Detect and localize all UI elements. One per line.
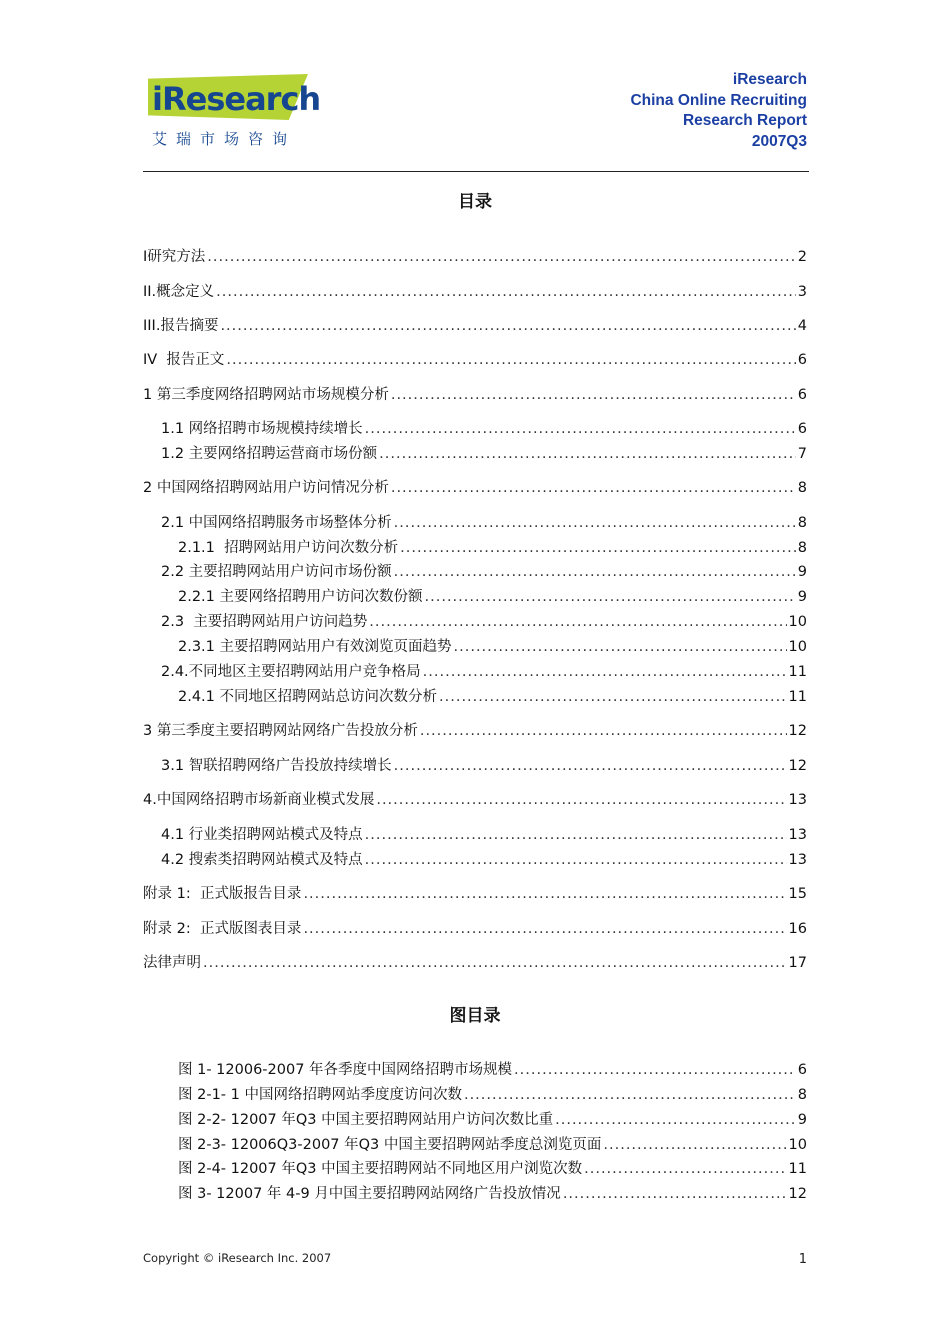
toc-entry-label: 3.1 智联招聘网络广告投放持续增长 bbox=[161, 758, 392, 774]
figure-entry[interactable] bbox=[178, 1110, 807, 1130]
toc-entry-label: 1.2 主要网络招聘运营商市场份额 bbox=[161, 446, 378, 462]
figure-entry[interactable] bbox=[178, 1085, 807, 1105]
toc-entry-label: 1.1 网络招聘市场规模持续增长 bbox=[161, 421, 363, 437]
toc-entry[interactable] bbox=[143, 316, 807, 336]
toc-entry-label: 2.3.1 主要招聘网站用户有效浏览页面趋势 bbox=[178, 639, 452, 655]
dot-leader bbox=[365, 419, 796, 439]
dot-leader bbox=[423, 662, 787, 682]
dot-leader bbox=[207, 247, 795, 267]
report-title-line: Research Report bbox=[682, 112, 807, 129]
dot-leader bbox=[439, 687, 787, 707]
dot-leader bbox=[365, 850, 787, 870]
dot-leader bbox=[303, 884, 786, 904]
toc-entry[interactable] bbox=[178, 587, 807, 607]
toc-entry-label: 4.2 搜索类招聘网站模式及特点 bbox=[161, 852, 363, 868]
toc-entry[interactable] bbox=[143, 282, 807, 302]
toc-entry-label: 1 第三季度网络招聘网站市场规模分析 bbox=[143, 387, 389, 403]
toc-entry[interactable] bbox=[161, 513, 807, 533]
dot-leader bbox=[563, 1184, 787, 1204]
toc-entry-page: 16 bbox=[788, 921, 807, 937]
toc-entry[interactable] bbox=[143, 247, 807, 267]
toc-entry-label: 2.1.1 招聘网站用户访问次数分析 bbox=[178, 540, 399, 556]
report-title-block bbox=[630, 70, 807, 152]
toc-entry[interactable] bbox=[161, 444, 807, 464]
dot-leader bbox=[514, 1060, 796, 1080]
toc-entry-label: 3 第三季度主要招聘网站网络广告投放分析 bbox=[143, 723, 418, 739]
toc-entry-page: 13 bbox=[788, 827, 807, 843]
toc-entry-label: 法律声明 bbox=[143, 955, 201, 971]
iresearch-logo bbox=[148, 74, 321, 154]
figure-entry-page: 9 bbox=[797, 1112, 807, 1128]
toc-title: 目录 bbox=[458, 192, 492, 212]
dot-leader bbox=[394, 513, 796, 533]
toc-entry-page: 2 bbox=[797, 249, 807, 265]
figure-entry-page: 12 bbox=[788, 1186, 807, 1202]
toc-entry-page: 11 bbox=[788, 689, 807, 705]
toc-entry-label: 2 中国网络招聘网站用户访问情况分析 bbox=[143, 480, 389, 496]
toc-entry[interactable] bbox=[161, 612, 807, 632]
toc-entry[interactable] bbox=[143, 721, 807, 741]
toc-entry[interactable] bbox=[143, 919, 807, 939]
toc-entry-label: 2.4.不同地区主要招聘网站用户竞争格局 bbox=[161, 664, 421, 680]
figure-entry-page: 8 bbox=[797, 1087, 807, 1103]
toc-entry-page: 10 bbox=[788, 614, 807, 630]
header-divider bbox=[143, 171, 809, 172]
dot-leader bbox=[394, 756, 787, 776]
toc-entry-page: 6 bbox=[797, 387, 807, 403]
figure-entry-label: 图 2-4- 12007 年Q3 中国主要招聘网站不同地区用户浏览次数 bbox=[178, 1161, 583, 1177]
dot-leader bbox=[216, 282, 796, 302]
toc-entry-label: 4.1 行业类招聘网站模式及特点 bbox=[161, 827, 363, 843]
toc-entry-page: 8 bbox=[797, 480, 807, 496]
figure-entry-label: 图 1- 12006-2007 年各季度中国网络招聘市场规模 bbox=[178, 1062, 513, 1078]
toc-entry[interactable] bbox=[161, 825, 807, 845]
toc-entry-label: III.报告摘要 bbox=[143, 318, 219, 334]
dot-leader bbox=[464, 1085, 796, 1105]
toc-entry-label: I研究方法 bbox=[143, 249, 206, 265]
report-title-line: China Online Recruiting bbox=[630, 91, 807, 109]
toc-entry-label: 附录 1: 正式版报告目录 bbox=[143, 886, 302, 902]
toc-entry[interactable] bbox=[161, 419, 807, 439]
logo-wordmark: iResearch bbox=[152, 80, 321, 118]
figure-entry-page: 6 bbox=[797, 1062, 807, 1078]
dot-leader bbox=[391, 385, 796, 405]
toc-entry[interactable] bbox=[178, 637, 807, 657]
figure-entry-page: 10 bbox=[788, 1137, 807, 1153]
dot-leader bbox=[391, 478, 796, 498]
toc-entry-page: 13 bbox=[788, 792, 807, 808]
dot-leader bbox=[394, 562, 796, 582]
toc-entry-page: 6 bbox=[797, 421, 807, 437]
dot-leader bbox=[555, 1110, 796, 1130]
toc-entry-page: 9 bbox=[797, 564, 807, 580]
dot-leader bbox=[303, 919, 786, 939]
dot-leader bbox=[584, 1159, 786, 1179]
dot-leader bbox=[425, 587, 796, 607]
figure-entry-label: 图 2-3- 12006Q3-2007 年Q3 中国主要招聘网站季度总浏览页面 bbox=[178, 1137, 602, 1153]
figure-entry-label: 图 2-2- 12007 年Q3 中国主要招聘网站用户访问次数比重 bbox=[178, 1112, 554, 1128]
toc-entry-page: 17 bbox=[788, 955, 807, 971]
dot-leader bbox=[454, 637, 787, 657]
dot-leader bbox=[420, 721, 787, 741]
toc-entry-page: 8 bbox=[797, 540, 807, 556]
toc-entry-page: 12 bbox=[788, 723, 807, 739]
figure-entry-label: 图 2-1- 1 中国网络招聘网站季度度访问次数 bbox=[178, 1087, 462, 1103]
dot-leader bbox=[203, 953, 787, 973]
logo-chinese-name: 艾瑞市场咨询 bbox=[152, 130, 297, 148]
toc-entry-page: 3 bbox=[797, 284, 807, 300]
dot-leader bbox=[400, 538, 796, 558]
toc-entry-label: 2.2.1 主要网络招聘用户访问次数份额 bbox=[178, 589, 423, 605]
toc-entry-page: 9 bbox=[797, 589, 807, 605]
toc-entry-label: 附录 2: 正式版图表目录 bbox=[143, 921, 302, 937]
toc-entry[interactable] bbox=[143, 953, 807, 973]
toc-entry-label: 2.3 主要招聘网站用户访问趋势 bbox=[161, 614, 368, 630]
figure-entry[interactable] bbox=[178, 1159, 807, 1179]
toc-entry-page: 11 bbox=[788, 664, 807, 680]
page-number: 1 bbox=[798, 1252, 807, 1267]
dot-leader bbox=[603, 1135, 786, 1155]
toc-entry-page: 4 bbox=[797, 318, 807, 334]
toc-entry[interactable] bbox=[143, 884, 807, 904]
toc-entry-page: 6 bbox=[797, 352, 807, 368]
copyright-notice: Copyright © iResearch Inc. 2007 bbox=[143, 1251, 332, 1265]
figure-entry[interactable] bbox=[178, 1060, 807, 1080]
toc-entry[interactable] bbox=[143, 385, 807, 405]
toc-entry-page: 13 bbox=[788, 852, 807, 868]
toc-entry-label: 2.2 主要招聘网站用户访问市场份额 bbox=[161, 564, 392, 580]
toc-entry-page: 8 bbox=[797, 515, 807, 531]
dot-leader bbox=[365, 825, 787, 845]
dot-leader bbox=[220, 316, 795, 336]
toc-entry[interactable] bbox=[161, 756, 807, 776]
dot-leader bbox=[226, 350, 795, 370]
toc-entry[interactable] bbox=[143, 790, 807, 810]
toc-entry-label: II.概念定义 bbox=[143, 284, 215, 300]
toc-entry-label: 4.中国网络招聘市场新商业模式发展 bbox=[143, 792, 375, 808]
figure-entry-page: 11 bbox=[788, 1161, 807, 1177]
toc-entry[interactable] bbox=[161, 662, 807, 682]
toc-entry-label: IV 报告正文 bbox=[143, 352, 225, 368]
toc-entry-page: 10 bbox=[788, 639, 807, 655]
report-title-line: iResearch bbox=[732, 71, 807, 88]
toc-entry[interactable] bbox=[178, 687, 807, 707]
figure-entry[interactable] bbox=[178, 1184, 807, 1204]
report-title-line: 2007Q3 bbox=[751, 132, 807, 150]
dot-leader bbox=[379, 444, 796, 464]
figure-entry[interactable] bbox=[178, 1135, 807, 1155]
toc-entry[interactable] bbox=[178, 538, 807, 558]
figures-title: 图目录 bbox=[449, 1006, 501, 1026]
toc-entry-label: 2.1 中国网络招聘服务市场整体分析 bbox=[161, 515, 392, 531]
toc-entry[interactable] bbox=[143, 350, 807, 370]
toc-entry[interactable] bbox=[161, 850, 807, 870]
toc-entry[interactable] bbox=[161, 562, 807, 582]
toc-entry[interactable] bbox=[143, 478, 807, 498]
dot-leader bbox=[376, 790, 786, 810]
toc-entry-page: 15 bbox=[788, 886, 807, 902]
toc-entry-label: 2.4.1 不同地区招聘网站总访问次数分析 bbox=[178, 689, 438, 705]
toc-entry-page: 12 bbox=[788, 758, 807, 774]
figure-entry-label: 图 3- 12007 年 4-9 月中国主要招聘网站网络广告投放情况 bbox=[178, 1186, 561, 1202]
dot-leader bbox=[369, 612, 786, 632]
toc-entry-page: 7 bbox=[797, 446, 807, 462]
